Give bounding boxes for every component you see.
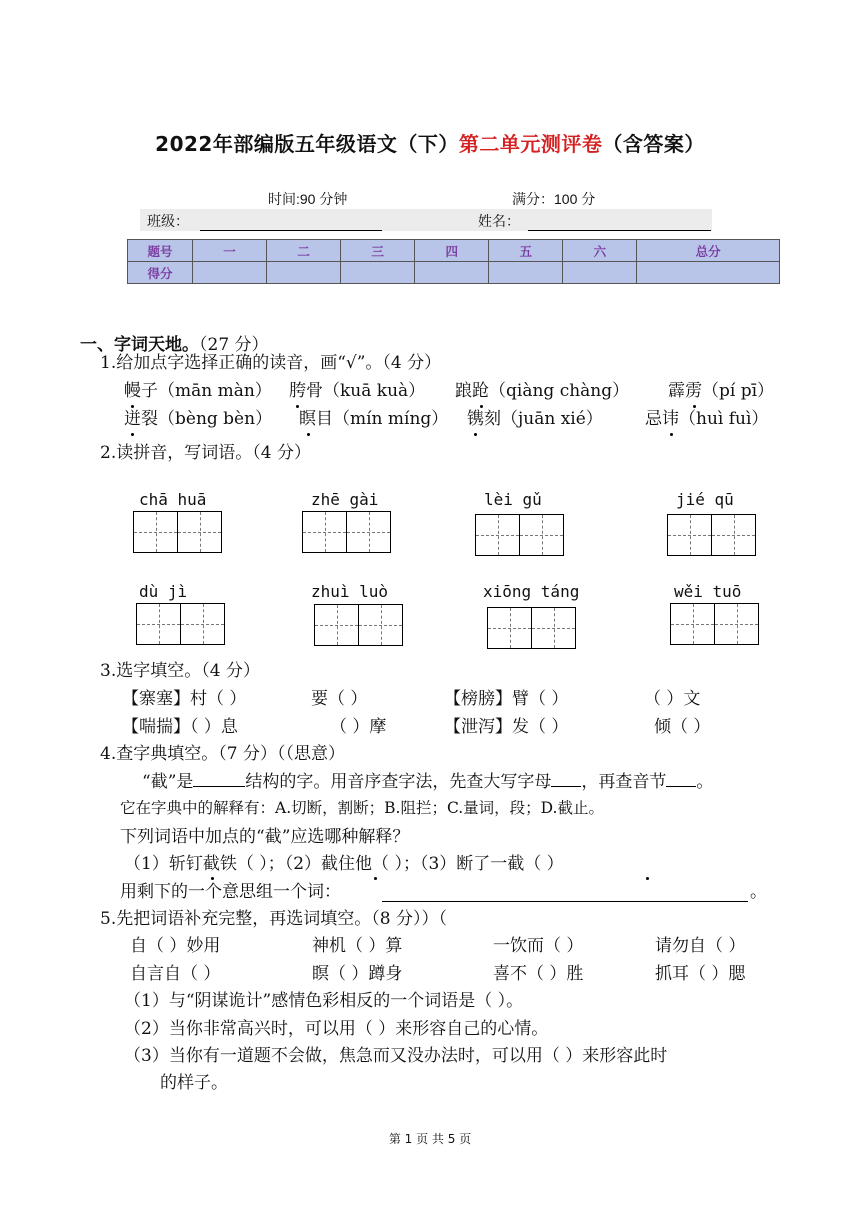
section-points: （27 分） bbox=[199, 335, 269, 355]
pinyin-label: lèi gǔ bbox=[484, 490, 542, 509]
q3-item: 【寨塞】村（ ） bbox=[122, 689, 247, 709]
emphasis-dot bbox=[646, 877, 649, 880]
q1-item: 瞑目（mín míng） bbox=[299, 409, 449, 429]
name-field[interactable] bbox=[528, 212, 711, 231]
emphasis-dot bbox=[307, 433, 310, 436]
q4-text: “截”是 bbox=[142, 772, 194, 792]
answer-box[interactable] bbox=[136, 603, 225, 645]
full-score: 满分：100 分 bbox=[512, 191, 596, 207]
q4-definitions: 它在字典中的解释有：A.切断，割断；B.阻拦；C.量词，段；D.截止。 bbox=[120, 799, 604, 817]
score-cell[interactable] bbox=[489, 262, 563, 284]
question-3-title: 3.选字填空。（4 分） bbox=[100, 661, 260, 681]
emphasis-dot bbox=[211, 877, 214, 880]
title-highlight: 第二单元测评卷 bbox=[458, 132, 603, 156]
q3-item: 【榜膀】臂（ ） bbox=[444, 689, 569, 709]
question-4-title: 4.查字典填空。（7 分）（（思意） bbox=[100, 744, 345, 764]
answer-blank[interactable] bbox=[193, 784, 245, 787]
emphasis-dot bbox=[131, 433, 134, 436]
exam-time: 时间:90 分钟 bbox=[268, 191, 348, 207]
name-label: 姓名： bbox=[478, 213, 520, 229]
score-header-cell: 二 bbox=[267, 240, 341, 262]
score-header-cell: 一 bbox=[193, 240, 267, 262]
q5-idiom: 一饮而（ ） bbox=[493, 936, 584, 956]
q3-item: 倾（ ） bbox=[654, 717, 711, 737]
q4-text: 。 bbox=[696, 772, 714, 792]
score-header-cell: 五 bbox=[489, 240, 563, 262]
q3-item: 要（ ） bbox=[311, 689, 368, 709]
emphasis-dot bbox=[296, 405, 299, 408]
answer-box[interactable] bbox=[487, 607, 576, 649]
title-suffix: （含答案） bbox=[602, 132, 705, 156]
q4-compose-label: 用剩下的一个意思组一个词： bbox=[120, 882, 341, 902]
page-footer: 第 1 页 共 5 页 bbox=[388, 1132, 472, 1146]
q5-idiom: 自言自（ ） bbox=[130, 964, 221, 984]
score-cell[interactable] bbox=[193, 262, 267, 284]
q5-idiom: 喜不（ ）胜 bbox=[493, 964, 584, 984]
q5-subquestion-cont: 的样子。 bbox=[160, 1073, 228, 1093]
question-1-title: 1.给加点字选择正确的读音，画“√”。（4 分） bbox=[100, 353, 442, 373]
q5-idiom: 瞑（ ）蹲身 bbox=[312, 964, 403, 984]
q1-item: 镌刻（juān xié） bbox=[467, 409, 603, 429]
score-header-cell: 题号 bbox=[128, 240, 193, 262]
pinyin-label: xiōng táng bbox=[483, 582, 580, 601]
q3-item: （ ）摩 bbox=[330, 717, 387, 737]
score-cell[interactable] bbox=[563, 262, 637, 284]
pinyin-label: zhē gài bbox=[311, 490, 379, 509]
emphasis-dot bbox=[670, 433, 673, 436]
pinyin-label: zhuì luò bbox=[311, 582, 389, 601]
class-field[interactable] bbox=[200, 212, 382, 231]
emphasis-dot bbox=[693, 405, 696, 408]
emphasis-dot bbox=[474, 433, 477, 436]
q1-item: 胯骨（kuā kuà） bbox=[289, 381, 426, 401]
q1-item: 忌讳（huì fuì） bbox=[645, 409, 769, 429]
section-title: 一、字词天地。 bbox=[80, 335, 199, 355]
q5-subquestion: （1）与“阴谋诡计”感情色彩相反的一个词语是（ ）。 bbox=[124, 991, 524, 1011]
q4-text: ，再查音节 bbox=[581, 772, 667, 792]
q5-idiom: 自（ ）妙用 bbox=[130, 936, 221, 956]
emphasis-dot bbox=[374, 877, 377, 880]
question-2-title: 2.读拼音，写词语。（4 分） bbox=[100, 443, 311, 463]
q3-item: 【喘揣】（ ）息 bbox=[122, 717, 238, 737]
score-header-cell: 三 bbox=[341, 240, 415, 262]
q1-item: 踉跄（qiàng chàng） bbox=[455, 381, 630, 401]
q5-idiom: 抓耳（ ）腮 bbox=[655, 964, 746, 984]
score-header-cell: 四 bbox=[415, 240, 489, 262]
q4-text: 结构的字。用音序查字法，先查大写字母 bbox=[245, 772, 552, 792]
score-row-label: 得分 bbox=[128, 262, 193, 284]
pinyin-label: wěi tuō bbox=[674, 582, 742, 601]
q4-question: 下列词语中加点的“截”应选哪种解释？ bbox=[120, 827, 410, 847]
class-label: 班级： bbox=[147, 213, 189, 229]
emphasis-dot bbox=[480, 405, 483, 408]
score-table bbox=[127, 239, 780, 284]
q1-item: 霹雳（pí pī） bbox=[668, 381, 775, 401]
score-cell[interactable] bbox=[637, 262, 780, 284]
answer-box[interactable] bbox=[314, 604, 403, 646]
answer-blank[interactable] bbox=[666, 784, 696, 787]
score-table-header bbox=[128, 240, 780, 262]
page-title bbox=[0, 128, 860, 157]
score-header-cell: 六 bbox=[563, 240, 637, 262]
score-cell[interactable] bbox=[267, 262, 341, 284]
pinyin-label: chā huā bbox=[139, 490, 207, 509]
q1-item: 迸裂（bèng bèn） bbox=[124, 409, 273, 429]
answer-box[interactable] bbox=[475, 514, 564, 556]
q1-item: 幔子（mān màn） bbox=[124, 381, 272, 401]
q3-item: （ ）文 bbox=[644, 689, 701, 709]
pinyin-label: dù jì bbox=[139, 582, 188, 601]
question-5-title: 5.先把词语补充完整，再选词填空。（8 分））（ bbox=[100, 909, 447, 929]
answer-box[interactable] bbox=[670, 603, 759, 645]
q3-item: 【泄泻】发（ ） bbox=[444, 717, 569, 737]
q4-compose-end: 。 bbox=[750, 882, 767, 902]
score-table-row bbox=[128, 262, 780, 284]
score-header-cell: 总分 bbox=[637, 240, 780, 262]
answer-box[interactable] bbox=[133, 511, 222, 553]
q4-line bbox=[142, 774, 713, 791]
answer-box[interactable] bbox=[667, 514, 756, 556]
q5-subquestion: （2）当你非常高兴时，可以用（ ）来形容自己的心情。 bbox=[124, 1019, 549, 1039]
score-cell[interactable] bbox=[415, 262, 489, 284]
pinyin-label: jié qū bbox=[676, 490, 734, 509]
q5-idiom: 请勿自（ ） bbox=[655, 936, 746, 956]
section-heading bbox=[80, 330, 269, 355]
emphasis-dot bbox=[131, 405, 134, 408]
answer-blank[interactable] bbox=[551, 784, 581, 787]
q5-idiom: 神机（ ）算 bbox=[312, 936, 403, 956]
title-main: 2022年部编版五年级语文（下） bbox=[155, 132, 459, 156]
q4-compose-field[interactable] bbox=[382, 886, 748, 902]
answer-box[interactable] bbox=[302, 511, 391, 553]
q4-subitems: （1）斩钉截铁（ ）；（2）截住他（ ）；（3）断了一截（ ） bbox=[124, 854, 564, 874]
score-cell[interactable] bbox=[341, 262, 415, 284]
q5-subquestion: （3）当你有一道题不会做，焦急而又没办法时，可以用（ ）来形容此时 bbox=[124, 1046, 668, 1066]
